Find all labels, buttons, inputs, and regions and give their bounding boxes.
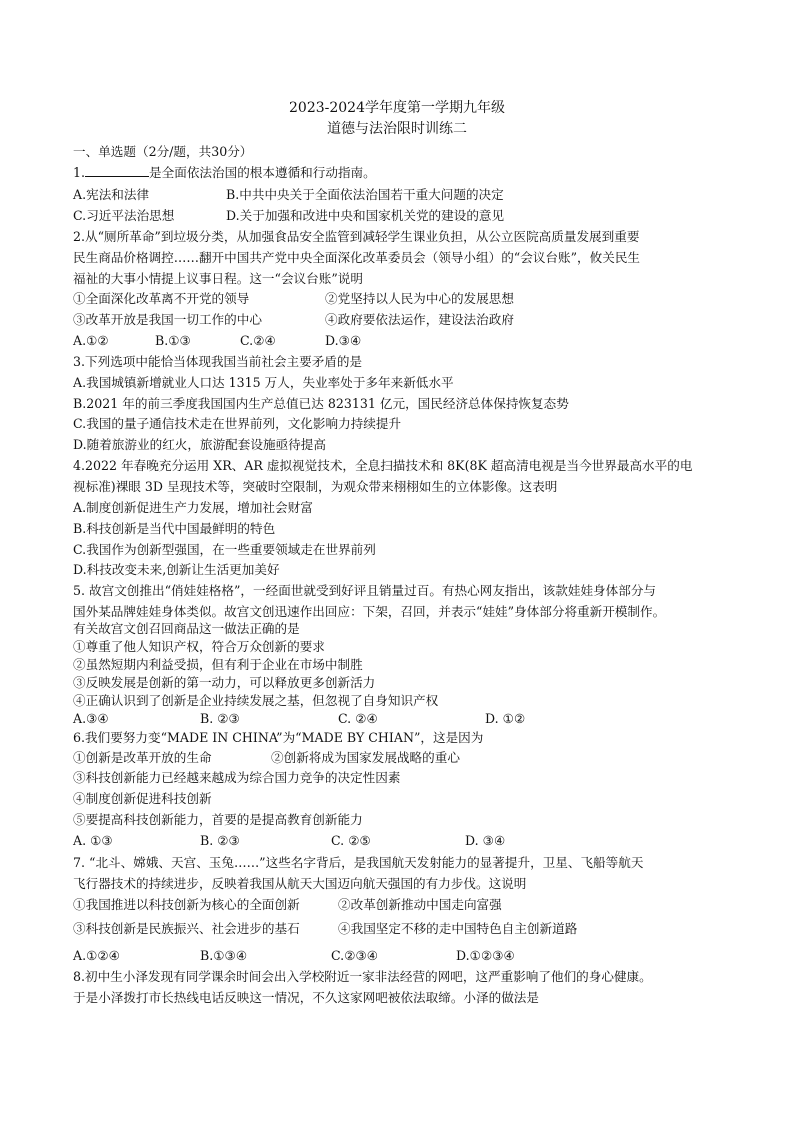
q5-stem-line-2: 国外某品牌娃娃身体类似。故宫文创迅速作出回应：下架，召回，并表示“娃娃”身体部分将重新开模制作。 xyxy=(73,604,666,619)
q6-statement-1: ①创新是改革开放的生命 xyxy=(73,750,212,765)
exam-title-line-2: 道德与法治限时训练二 xyxy=(327,121,467,137)
q2-stem-line-2: 民生商品价格调控……翻开中国共产党中央全面深化改革委员会（领导小组）的“会议台账”，攸关民生 xyxy=(73,250,641,265)
q8-stem-line-2: 于是小泽拨打市长热线电话反映这一情况，不久这家网吧被依法取缔。小泽的做法是 xyxy=(73,990,539,1005)
q1-option-c: C.习近平法治思想 xyxy=(73,208,175,223)
q6-statement-4: ④制度创新促进科技创新 xyxy=(73,791,212,806)
q2-option-b: B.①③ xyxy=(155,333,191,348)
q4-stem-line-2: 视标准)裸眼 3D 呈现技术等，突破时空限制，为观众带来栩栩如生的立体影像。这表明 xyxy=(73,479,558,494)
section-heading: 一、单选题（2分/题，共30分） xyxy=(73,144,253,159)
q1-option-a: A.宪法和法律 xyxy=(73,187,150,202)
q4-option-a: A.制度创新促进生产力发展，增加社会财富 xyxy=(73,500,313,515)
q2-statement-1: ①全面深化改革离不开党的领导 xyxy=(73,291,250,306)
q2-statement-4: ④政府要依法运作，建设法治政府 xyxy=(325,312,514,327)
q4-option-c: C.我国作为创新型强国，在一些重要领域走在世界前列 xyxy=(73,542,376,557)
q5-option-a: A.③④ xyxy=(73,711,109,726)
q3-option-a: A.我国城镇新增就业人口达 1315 万人，失业率处于多年来新低水平 xyxy=(73,375,454,390)
q6-option-b: B. ②③ xyxy=(200,833,240,848)
q5-option-b: B. ②③ xyxy=(200,711,240,726)
q3-option-b: B.2021 年的前三季度我国国内生产总值已达 823131 亿元，国民经济总体保持恢复态势 xyxy=(73,396,569,411)
q7-option-b: B.①③④ xyxy=(200,948,248,963)
q6-stem: 6.我们要努力变“MADE IN CHINA”为“MADE BY CHIAN”，这是因为 xyxy=(73,730,484,745)
q6-option-c: C. ②⑤ xyxy=(331,833,371,848)
q1-option-b: B.中共中央关于全面依法治国若干重大问题的决定 xyxy=(226,187,504,202)
q4-option-b: B.科技创新是当代中国最鲜明的特色 xyxy=(73,521,276,536)
q2-option-d: D.③④ xyxy=(325,333,362,348)
q1-option-d: D.关于加强和改进中央和国家机关党的建设的意见 xyxy=(226,208,505,223)
q7-option-c: C.②③④ xyxy=(331,948,379,963)
q6-statement-5: ⑤要提高科技创新能力，首要的是提高教育创新能力 xyxy=(73,812,363,827)
q2-stem-line-3: 福祉的大事小情提上议事日程。这一“会议台账”说明 xyxy=(73,271,363,286)
q7-option-d: D.①②③④ xyxy=(456,948,515,963)
q5-statement-3: ③反映发展是创新的第一动力，可以释放更多创新活力 xyxy=(73,675,376,690)
q7-statement-3: ③科技创新是民族振兴、社会进步的基石 xyxy=(73,921,300,936)
q2-option-a: A.①② xyxy=(73,333,109,348)
fill-blank xyxy=(85,164,149,177)
q5-option-d: D. ①② xyxy=(485,711,526,726)
q3-option-d: D.随着旅游业的红火，旅游配套设施亟待提高 xyxy=(73,437,326,452)
q7-statement-1: ①我国推进以科技创新为核心的全面创新 xyxy=(73,897,300,912)
exam-title-line-1: 2023-2024学年度第一学期九年级 xyxy=(289,100,505,116)
q7-stem-line-2: 飞行器技术的持续进步，反映着我国从航天大国迈向航天强国的有力步伐。这说明 xyxy=(73,876,527,891)
q4-option-d: D.科技改变未来,创新让生活更加美好 xyxy=(73,562,280,577)
q2-statement-3: ③改革开放是我国一切工作的中心 xyxy=(73,312,262,327)
q5-stem-line-3: 有关故宫文创召回商品这一做法正确的是 xyxy=(73,621,300,636)
question-number: 1. xyxy=(73,165,86,180)
question-text: 是全面依法治国的根本遵循和行动指南。 xyxy=(149,165,376,180)
q6-option-a: A. ①③ xyxy=(73,833,113,848)
q2-statement-2: ②党坚持以人民为中心的发展思想 xyxy=(325,291,514,306)
q7-statement-4: ④我国坚定不移的走中国特色自主创新道路 xyxy=(338,921,578,936)
q4-stem-line-1: 4.2022 年春晚充分运用 XR、AR 虚拟视觉技术，全息扫描技术和 8K(8K 超高清电视是当今世界最高水平的电 xyxy=(73,458,693,473)
q7-option-a: A.①②④ xyxy=(73,948,120,963)
q5-option-c: C. ②④ xyxy=(338,711,378,726)
q6-statement-3: ③科技创新能力已经越来越成为综合国力竞争的决定性因素 xyxy=(73,770,401,785)
q3-stem: 3.下列选项中能恰当体现我国当前社会主要矛盾的是 xyxy=(73,354,363,369)
q5-statement-4: ④正确认识到了创新是企业持续发展之基，但忽视了自身知识产权 xyxy=(73,693,439,708)
q6-statement-2: ②创新将成为国家发展战略的重心 xyxy=(271,750,460,765)
q8-stem-line-1: 8.初中生小泽发现有同学课余时间会出入学校附近一家非法经营的网吧，这严重影响了他们的身心健康。 xyxy=(73,969,652,984)
q6-option-d: D. ③④ xyxy=(465,833,506,848)
q7-stem-line-1: 7. “北斗、嫦娥、天宫、玉兔……”这些名字背后，是我国航天发射能力的显著提升，卫星、飞船等航天 xyxy=(73,855,644,870)
q5-statement-2: ②虽然短期内利益受损，但有利于企业在市场中制胜 xyxy=(73,657,363,672)
q5-statement-1: ①尊重了他人知识产权，符合万众创新的要求 xyxy=(73,639,325,654)
q3-option-c: C.我国的量子通信技术走在世界前列，文化影响力持续提升 xyxy=(73,416,402,431)
question-1-stem xyxy=(73,164,376,182)
q7-statement-2: ②改革创新推动中国走向富强 xyxy=(338,897,502,912)
q2-option-c: C.②④ xyxy=(240,333,276,348)
q5-stem-line-1: 5. 故宫文创推出“俏娃娃格格”，一经面世就受到好评且销量过百。有热心网友指出，该款娃娃身体部分与 xyxy=(73,583,657,598)
q2-stem-line-1: 2.从“厕所革命”到垃圾分类，从加强食品安全监管到减轻学生课业负担，从公立医院高质量发展到重要 xyxy=(73,229,640,244)
